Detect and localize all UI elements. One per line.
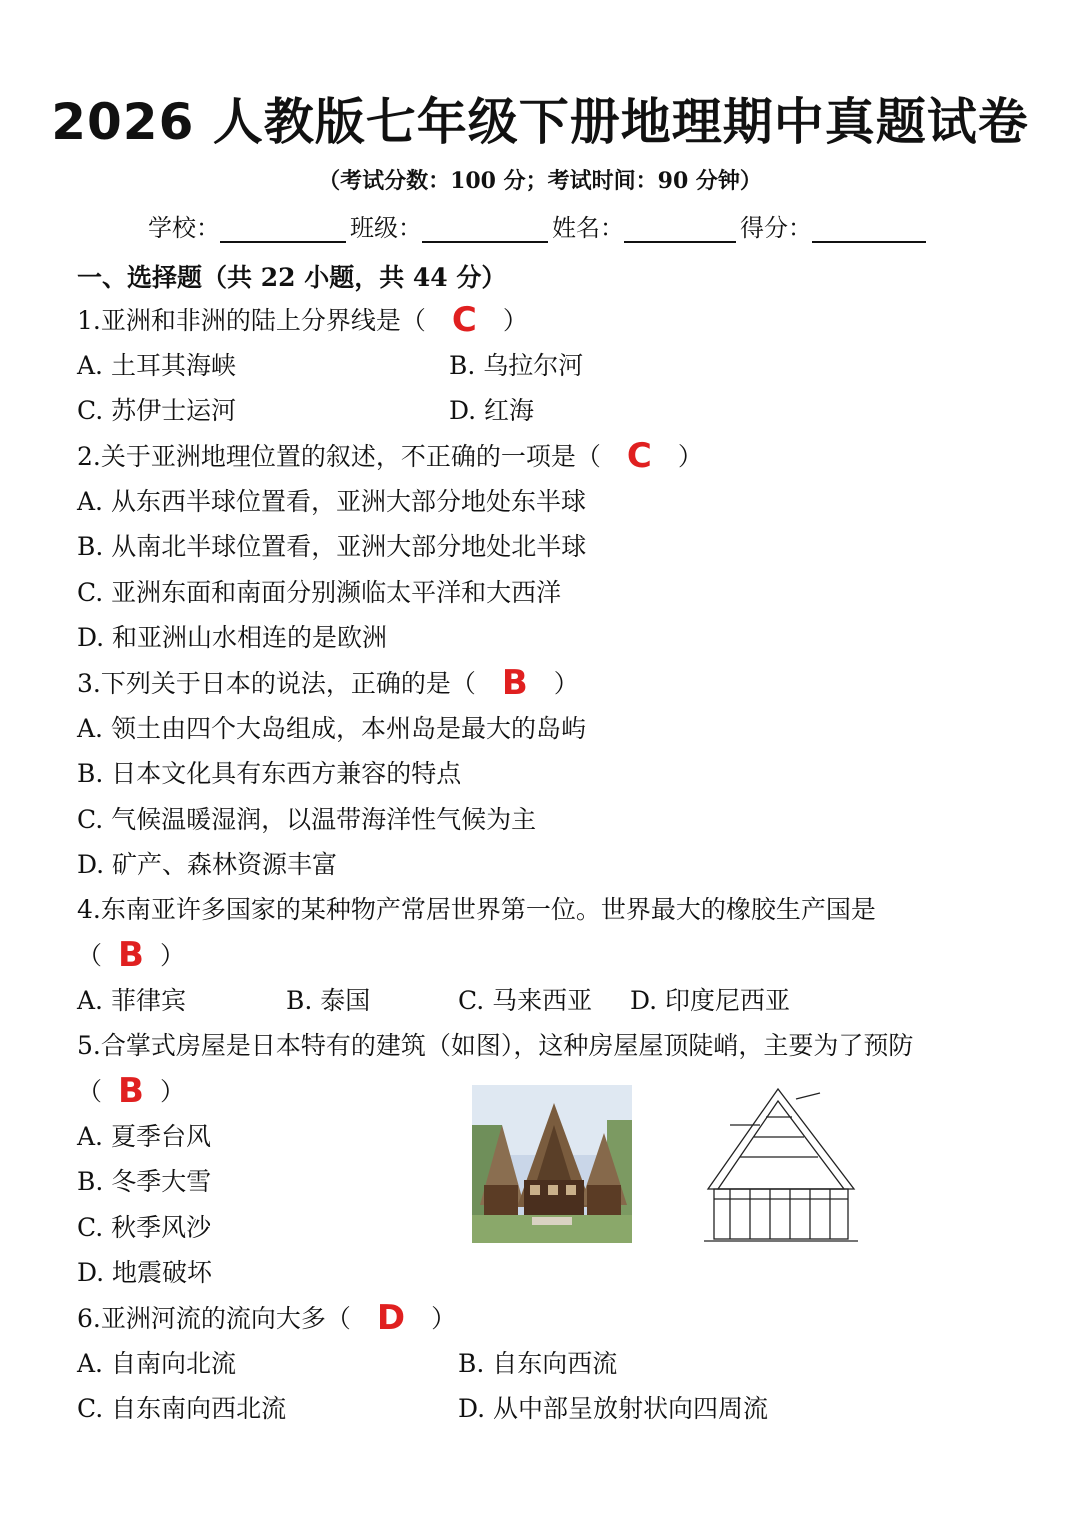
q6-stem: 6.亚洲河流的流向大多（ [77, 1304, 351, 1333]
q5-answer-line [77, 1073, 185, 1110]
q1-option-a: A. 土耳其海峡 [77, 351, 236, 380]
q4-option-a: A. 菲律宾 [77, 986, 186, 1015]
question-2 [77, 438, 703, 475]
q6-answer: D [376, 1298, 406, 1338]
class-label: 班级： [350, 214, 422, 242]
q1-close: ） [502, 306, 528, 335]
q4-close: ） [159, 941, 185, 970]
q1-option-d: D. 红海 [449, 396, 535, 425]
q3-stem: 3.下列关于日本的说法，正确的是（ [77, 669, 476, 698]
q2-stem: 2.关于亚洲地理位置的叙述，不正确的一项是（ [77, 442, 601, 471]
q6-close: ） [431, 1304, 457, 1333]
house-diagram-svg [700, 1085, 862, 1245]
score-label: 得分： [740, 214, 812, 242]
name-label: 姓名： [552, 214, 624, 242]
q1-option-c: C. 苏伊士运河 [77, 396, 237, 425]
q3-answer: B [501, 663, 528, 703]
q2-option-d: D. 和亚洲山水相连的是欧洲 [77, 623, 388, 652]
q4-option-b: B. 泰国 [286, 986, 371, 1015]
question-4: 4.东南亚许多国家的某种物产常居世界第一位。世界最大的橡胶生产国是 [77, 895, 876, 924]
school-label: 学校： [148, 214, 220, 242]
q6-option-b: B. 自东向西流 [458, 1349, 618, 1378]
question-6 [77, 1300, 456, 1337]
q2-option-b: B. 从南北半球位置看，亚洲大部分地处北半球 [77, 532, 587, 561]
q4-option-d: D. 印度尼西亚 [630, 986, 791, 1015]
q5-close: ） [159, 1077, 185, 1106]
q6-option-d: D. 从中部呈放射状向四周流 [458, 1394, 769, 1423]
student-info-fields [148, 208, 930, 243]
q3-option-c: C. 气候温暖湿润，以温带海洋性气候为主 [77, 805, 537, 834]
q4-option-c: C. 马来西亚 [458, 986, 593, 1015]
q1-option-b: B. 乌拉尔河 [449, 351, 584, 380]
q2-answer: C [626, 436, 652, 476]
q3-option-b: B. 日本文化具有东西方兼容的特点 [77, 759, 462, 788]
q5-option-d: D. 地震破坏 [77, 1258, 213, 1287]
q4-answer-line [77, 937, 185, 974]
school-blank[interactable] [220, 213, 346, 243]
q4-open: （ [77, 941, 103, 970]
section-title: 一、选择题（共 22 小题，共 44 分） [77, 263, 507, 292]
question-5: 5.合掌式房屋是日本特有的建筑（如图），这种房屋屋顶陡峭，主要为了预防 [77, 1031, 914, 1060]
q1-answer: C [451, 300, 477, 340]
q5-option-a: A. 夏季台风 [77, 1122, 211, 1151]
q3-option-a: A. 领土由四个大岛组成，本州岛是最大的岛屿 [77, 714, 586, 743]
score-blank[interactable] [812, 213, 926, 243]
q5-option-b: B. 冬季大雪 [77, 1167, 212, 1196]
house-photo-svg [472, 1085, 632, 1243]
q6-option-a: A. 自南向北流 [77, 1349, 236, 1378]
class-blank[interactable] [422, 213, 548, 243]
q4-answer: B [118, 935, 144, 975]
q2-option-a: A. 从东西半球位置看，亚洲大部分地处东半球 [77, 487, 586, 516]
q2-option-c: C. 亚洲东面和南面分别濒临太平洋和大西洋 [77, 578, 562, 607]
gassho-house-diagram [700, 1085, 862, 1245]
exam-info: （考试分数：100 分；考试时间：90 分钟） [318, 168, 762, 194]
question-3 [77, 665, 579, 702]
q5-answer: B [118, 1071, 144, 1111]
q5-open: （ [77, 1077, 103, 1106]
q3-close: ） [553, 669, 579, 698]
q5-option-c: C. 秋季风沙 [77, 1213, 212, 1242]
page-title: 2026 人教版七年级下册地理期中真题试卷 [51, 93, 1029, 151]
gassho-house-photo [472, 1085, 632, 1243]
question-1 [77, 302, 528, 339]
q6-option-c: C. 自东南向西北流 [77, 1394, 287, 1423]
q3-option-d: D. 矿产、森林资源丰富 [77, 850, 338, 879]
q2-close: ） [677, 442, 703, 471]
q1-stem: 1.亚洲和非洲的陆上分界线是（ [77, 306, 426, 335]
name-blank[interactable] [624, 213, 736, 243]
